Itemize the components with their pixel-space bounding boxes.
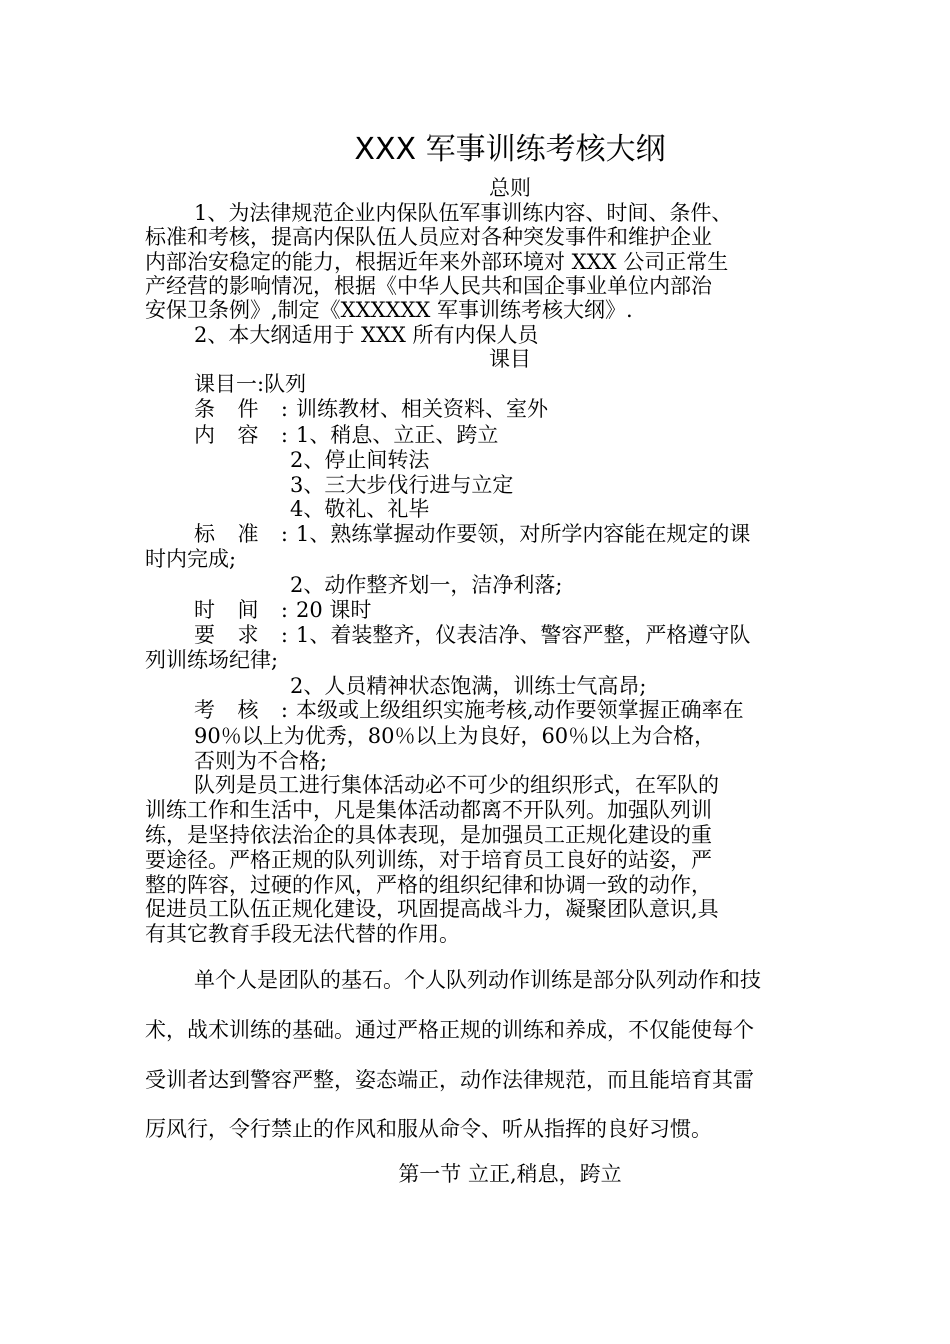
section-heading: 第一节 立正,稍息，跨立 xyxy=(398,1162,622,1186)
para2-line: 受训者达到警容严整，姿态端正，动作法律规范，而且能培育其雷 xyxy=(145,1068,754,1092)
para2-line: 术，战术训练的基础。通过严格正规的训练和养成，不仅能使每个 xyxy=(145,1018,754,1042)
document-title: XXX 军事训练考核大纲 xyxy=(354,132,666,167)
require-label: 要求: xyxy=(194,623,288,647)
para1-line: 促进员工队伍正规化建设，巩固提高战斗力，凝聚团队意识,具 xyxy=(145,897,719,921)
standard-2: 2、动作整齐划一，洁净利落; xyxy=(290,573,563,597)
content-item: 1、稍息、立正、跨立 xyxy=(296,423,499,447)
standard-row xyxy=(194,522,750,546)
assess-label: 考核: xyxy=(194,698,288,722)
require-1b: 列训练场纪律; xyxy=(145,648,279,672)
assess-row xyxy=(194,698,744,722)
condition-row xyxy=(194,397,548,421)
para1-line: 队列是员工进行集体活动必不可少的组织形式，在军队的 xyxy=(194,773,719,797)
assess-c: 否则为不合格; xyxy=(194,749,328,773)
standard-1a: 1、熟练掌握动作要领，对所学内容能在规定的课 xyxy=(296,522,751,546)
general-line-5: 安保卫条例》,制定《XXXXXX 军事训练考核大纲》. xyxy=(145,298,633,322)
content-item: 2、停止间转法 xyxy=(290,448,430,472)
general-line-4: 产经营的影响情况，根据《中华人民共和国企事业单位内部治 xyxy=(145,274,712,298)
general-line-3: 内部治安稳定的能力，根据近年来外部环境对 XXX 公司正常生 xyxy=(145,250,729,274)
time-label: 时间: xyxy=(194,598,288,622)
condition-label: 条件: xyxy=(194,397,288,421)
assess-b: 90％以上为优秀，80％以上为良好，60％以上为合格， xyxy=(194,724,716,748)
para2-line: 厉风行，令行禁止的作风和服从命令、听从指挥的良好习惯。 xyxy=(145,1117,712,1141)
condition-value: 训练教材、相关资料、室外 xyxy=(296,397,548,421)
general-line-2: 标准和考核，提高内保队伍人员应对各种突发事件和维护企业 xyxy=(145,225,712,249)
subject-one: 课目一:队列 xyxy=(194,372,307,396)
time-value: 20 课时 xyxy=(296,598,372,622)
standard-1b: 时内完成; xyxy=(145,547,237,571)
assess-a: 本级或上级组织实施考核,动作要领掌握正确率在 xyxy=(296,698,744,722)
para1-line: 有其它教育手段无法代替的作用。 xyxy=(145,922,460,946)
para1-line: 训练工作和生活中，凡是集体活动都离不开队列。加强队列训 xyxy=(145,798,712,822)
content-item: 3、三大步伐行进与立定 xyxy=(290,473,514,497)
general-line-6: 2、本大纲适用于 XXX 所有内保人员 xyxy=(194,323,539,347)
time-row xyxy=(194,598,371,622)
para2-line: 单个人是团队的基石。个人队列动作训练是部分队列动作和技 xyxy=(194,968,761,992)
para1-line: 要途径。严格正规的队列训练，对于培育员工良好的站姿，严 xyxy=(145,848,712,872)
require-2: 2、人员精神状态饱满，训练士气高昂; xyxy=(290,674,647,698)
general-line-1: 1、为法律规范企业内保队伍军事训练内容、时间、条件、 xyxy=(194,201,733,225)
require-row xyxy=(194,623,750,647)
subjects-heading: 课目 xyxy=(489,347,531,371)
content-label: 内容: xyxy=(194,423,288,447)
require-1a: 1、着装整齐，仪表洁净、警容严整，严格遵守队 xyxy=(296,623,751,647)
para1-line: 练，是坚持依法治企的具体表现，是加强员工正规化建设的重 xyxy=(145,823,712,847)
para1-line: 整的阵容，过硬的作风，严格的组织纪律和协调一致的动作， xyxy=(145,873,712,897)
general-heading: 总则 xyxy=(489,176,531,200)
content-row xyxy=(194,423,498,447)
content-item: 4、敬礼、礼毕 xyxy=(290,497,430,521)
standard-label: 标准: xyxy=(194,522,288,546)
